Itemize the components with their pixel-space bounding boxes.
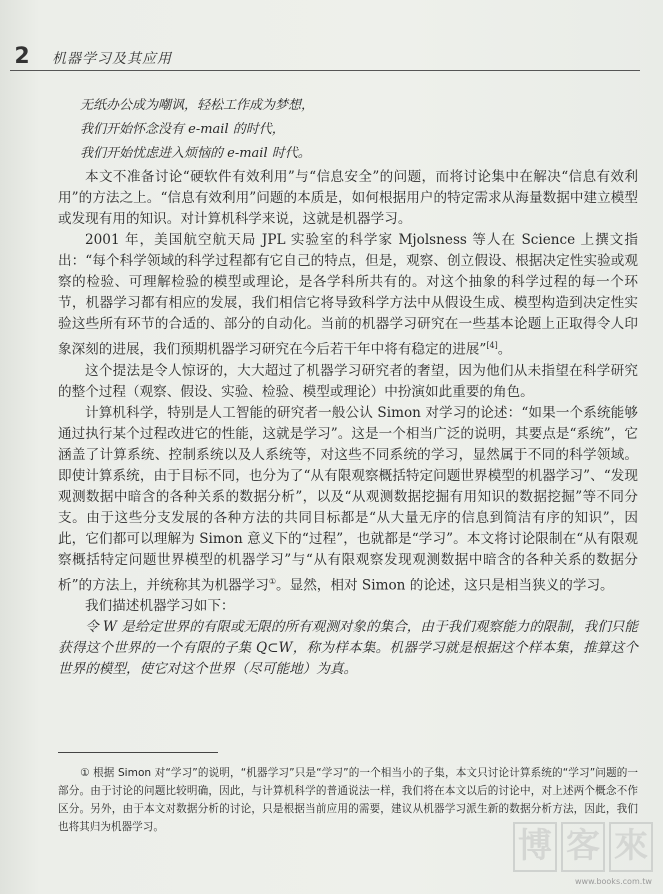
poem-line: 我们开始怀念没有 e-mail 的时代， [80,122,285,137]
watermark-url: www.books.com.tw [575,877,652,886]
running-header [0,40,663,72]
paragraph-5: 我们描述机器学习如下： [85,598,235,615]
footnote-rule [58,752,218,753]
watermark-char: 博 [513,822,557,872]
body-text [58,95,638,680]
paragraph-1: 本文不准备讨论“硬软件有效利用”与“信息安全”的问题，而将讨论集中在解决“信息有效利用”的方法之上。“信息有效利用”问题的本质是，如何根据用户的特定需求从海量数据中建立模型或发现有用的知识。对计算机科学来说，这就是机器学习。 [58,169,638,227]
poem-line: 无纸办公成为嘲讽，轻松工作成为梦想， [80,98,315,113]
footnote-mark: ① [268,576,277,586]
header-rule [10,70,640,71]
citation-ref: [4] [486,341,498,350]
page-number: 2 [14,44,30,69]
paragraph-4-end: 。显然，相对 Simon 的论述，这只是相当狭义的学习。 [276,577,614,594]
watermark-logo [513,818,661,886]
paragraph-2-text: 2001 年，美国航空航天局 JPL 实验室的科学家 Mjolsness 等人在 Science 上撰文指出：“每个科学领域的科学过程都有它自己的特点，但是，观察、创立假设、根据决定性实验或观察的检验、可理解检验的模型或理论，是各学科所共有的。对这个抽象的科学过程的每一个环节，机器学习都有相应的发展，我们相信它将导致科学方法中从假设生成、模型构造到决定性实验这些所有环节的合适的、部分的自动化。当前的机器学习研究在一些基本论题上正取得令人印象深刻的进展，我们预期机器学习研究在今后若干年中将有稳定的进展” [58,232,638,358]
paragraph-4-text: 计算机科学，特别是人工智能的研究者一般公认 Simon 对学习的论述：“如果一个系统能够通过执行某个过程改进它的性能，这就是学习”。这是一个相当广泛的说明，其要点是“系统”，它涵盖了计算系统、控制系统以及人系统等，对这些不同系统的学习，显然属于不同的科学领域。即使计算系统，由于目标不同，也分为了“从有限观察概括特定问题世界模型的机器学习”、“发现观测数据中暗含的各种关系的数据分析”，以及“从观测数据挖掘有用知识的数据挖掘”等不同分支。由于这些分支发展的各种方法的共同目标都是“从大量无序的信息到简洁有序的知识”，因此，它们都可以理解为 Simon 意义下的“过程”，也就都是“学习”。本文将讨论限制在“从有限观察概括特定问题世界模型的机器学习”与“从有限观察发现观测数据中暗含的各种关系的数据分析”的方法上，并统称其为机器学习 [58,404,638,594]
running-title: 机器学习及其应用 [52,51,172,67]
paragraph-2 [58,230,638,361]
paragraph-3: 这个提法是令人惊讶的，大大超过了机器学习研究者的奢望，因为他们从未指望在科学研究的整个过程（观察、假设、实验、检验、模型或理论）中扮演如此重要的角色。 [58,362,638,400]
poem-line: 我们开始忧虑进入烦恼的 e-mail 时代。 [80,146,311,161]
footnote: ① 根据 Simon 对“学习”的说明，“机器学习”只是“学习”的一个相当小的子集，本文只讨论计算系统的“学习”问题的一部分。由于讨论的问题比较明确，因此，与计算机科学的普通说法一样，我们将在本文以后的讨论中，对上述两个概念不作区分。另外，由于本文对数据分析的讨论，只是根据当前应用的需要，建议从机器学习派生新的数据分析方法，因此，我们也将其归为机器学习。 [58,767,638,833]
paragraph-4 [58,403,638,597]
watermark-char: 客 [561,822,605,872]
epigraph-poem [58,95,638,165]
definition-paragraph: 令 W 是给定世界的有限或无限的所有观测对象的集合，由于我们观察能力的限制，我们只能获得这个世界的一个有限的子集 Q⊂W，称为样本集。机器学习就是根据这个样本集，推算这个世界的模型，使它对这个世界（尽可能地）为真。 [58,619,638,678]
paragraph-2-end: 。 [497,341,512,358]
watermark-char: 來 [609,822,653,872]
